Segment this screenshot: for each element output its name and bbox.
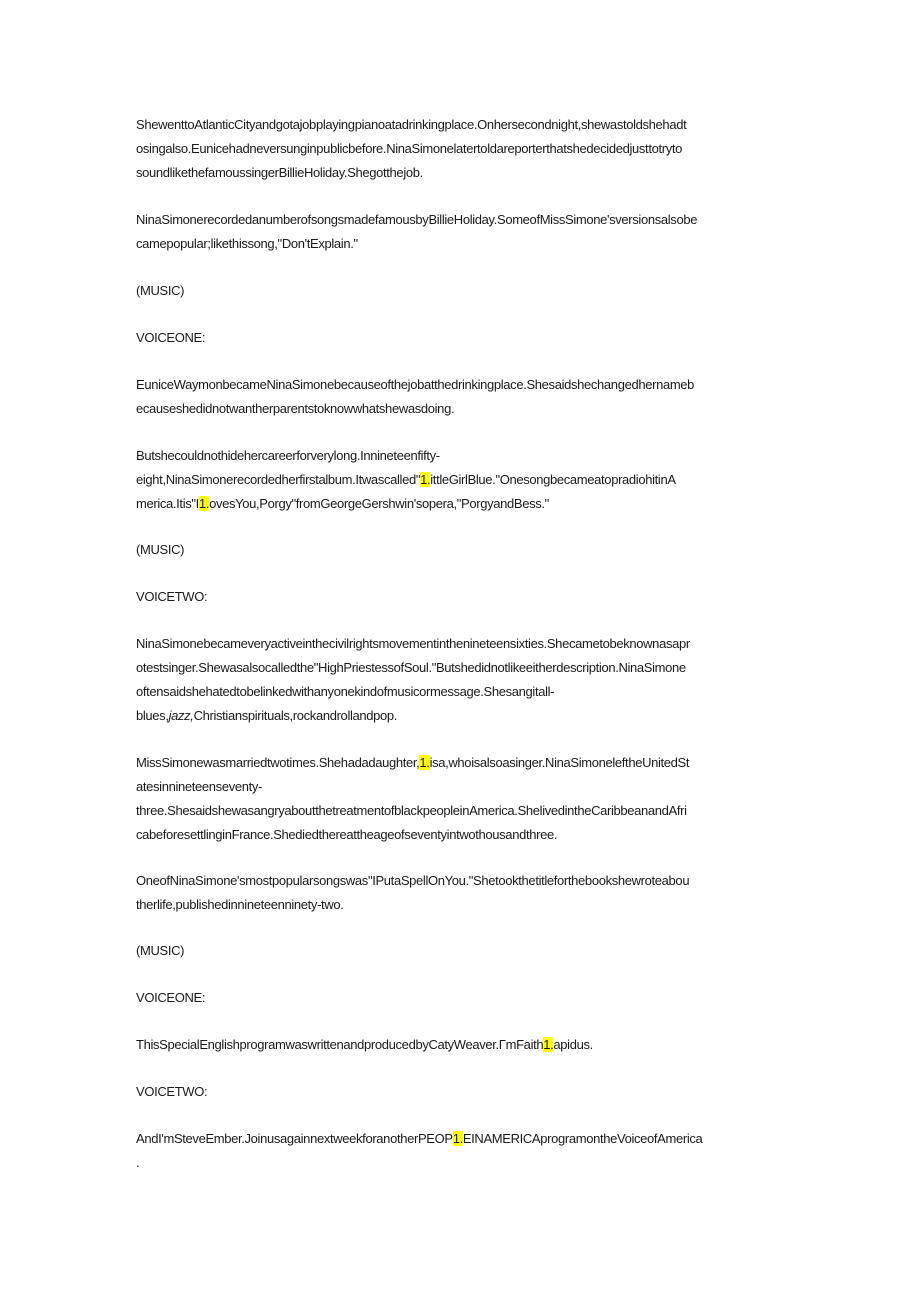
italic-text: jazz,	[168, 708, 194, 723]
speaker-label: VOICETWO:	[136, 1084, 208, 1099]
speaker-label: VOICEONE:	[136, 990, 206, 1005]
music-cue: (MUSIC)	[136, 943, 185, 958]
paragraph-10-line-2: atesinnineteenseventy-	[136, 779, 263, 794]
highlight-mark: 1.	[198, 496, 210, 511]
speaker-label: VOICEONE:	[136, 330, 206, 345]
paragraph-1-line-1: ShewenttoAtlanticCityandgotajobplayingpianoatadrinkingplace.Onhersecondnight,shewastoldshehadt	[136, 117, 687, 132]
paragraph-14-line-1	[136, 1037, 786, 1053]
paragraph-11-line-2: therlife,publishedinnineteenninety-two.	[136, 897, 344, 912]
music-cue: (MUSIC)	[136, 283, 185, 298]
text-span: isa,whoisalsoasinger.NinaSimoneleftheUnitedSt	[429, 755, 690, 770]
speaker-label: VOICETWO:	[136, 589, 208, 604]
paragraph-9-line-3: oftensaidshehatedtobelinkedwithanyonekindofmusicormessage.Shesangitall-	[136, 684, 555, 699]
highlight-mark: 1.	[452, 1131, 463, 1146]
text-span: eight,NinaSimonerecordedherfirstalbum.Itwascalled"	[136, 472, 421, 487]
paragraph-10-line-4: cabeforesettlinginFrance.Shediedthereattheageofseventyintwothousandthree.	[136, 827, 558, 842]
paragraph-1-line-2: osingalso.Eunicehadneversunginpublicbefore.NinaSimonelatertoldareporterthatshedecidedjusttotryto	[136, 141, 682, 156]
paragraph-16-line-1	[136, 1131, 786, 1147]
paragraph-9-line-2: otestsinger.Shewasalsocalledthe"HighPriestessofSoul."Butshedidnotlikeeitherdescription.NinaSimone	[136, 660, 686, 675]
paragraph-2-line-1: NinaSimonerecordedanumberofsongsmadefamousbyBillieHoliday.SomeofMissSimone'sversionsalsobe	[136, 212, 698, 227]
text-span: AndI'mSteveEmber.JoinusagainnextweekforanotherPEOP	[136, 1131, 453, 1146]
paragraph-16-line-2: .	[136, 1155, 140, 1170]
highlight-mark: 1.	[420, 472, 431, 487]
paragraph-11-line-1: OneofNinaSimone'smostpopularsongswas"IPutaSpellOnYou."Shetookthetitleforthebookshewroteabou	[136, 873, 690, 888]
text-span: MissSimonewasmarriedtwotimes.Shehadadaughter,	[136, 755, 420, 770]
text-span: Christianspirituals,rockandrollandpop.	[193, 708, 398, 723]
text-span: merica.Itis"I	[136, 496, 199, 511]
paragraph-10-line-3: three.ShesaidshewasangryaboutthetreatmentofblackpeopleinAmerica.ShelivedintheCaribbeanandAfri	[136, 803, 687, 818]
paragraph-6-line-1: Butshecouldnothidehercareerforverylong.Innineteenfifty-	[136, 448, 440, 463]
paragraph-10-line-1	[136, 755, 786, 771]
text-span: EINAMERICAprogramontheVoiceofAmerica	[462, 1131, 703, 1146]
paragraph-9-line-1: NinaSimonebecameveryactiveinthecivilrightsmovementinthenineteensixties.Shecametobeknownasapr	[136, 636, 690, 651]
paragraph-9-line-4	[136, 708, 786, 724]
highlight-mark: 1.	[543, 1037, 554, 1052]
text-span: blues,	[136, 708, 169, 723]
paragraph-6-line-3	[136, 496, 786, 512]
paragraph-5-line-1: EuniceWaymonbecameNinaSimonebecauseofthejobatthedrinkingplace.Shesaidshechangedhernameb	[136, 377, 695, 392]
paragraph-5-line-2: ecauseshedidnotwantherparentstoknowwhatshewasdoing.	[136, 401, 455, 416]
paragraph-2-line-2: camepopular;likethissong,"Don'tExplain."	[136, 236, 358, 251]
highlight-mark: 1.	[419, 755, 430, 770]
text-span: ittleGirlBlue."OnesongbecameatopradiohitinA	[430, 472, 676, 487]
text-span: ThisSpecialEnglishprogramwaswrittenandproducedbyCatyWeaver.ΓmFaith	[136, 1037, 544, 1052]
paragraph-1-line-3: soundlikethefamoussingerBillieHoliday.Shegotthejob.	[136, 165, 423, 180]
music-cue: (MUSIC)	[136, 542, 185, 557]
paragraph-6-line-2	[136, 472, 786, 488]
text-span: ovesYou,Porgy"fromGeorgeGershwin'sopera,"PorgyandBess."	[209, 496, 549, 511]
text-span: apidus.	[553, 1037, 593, 1052]
